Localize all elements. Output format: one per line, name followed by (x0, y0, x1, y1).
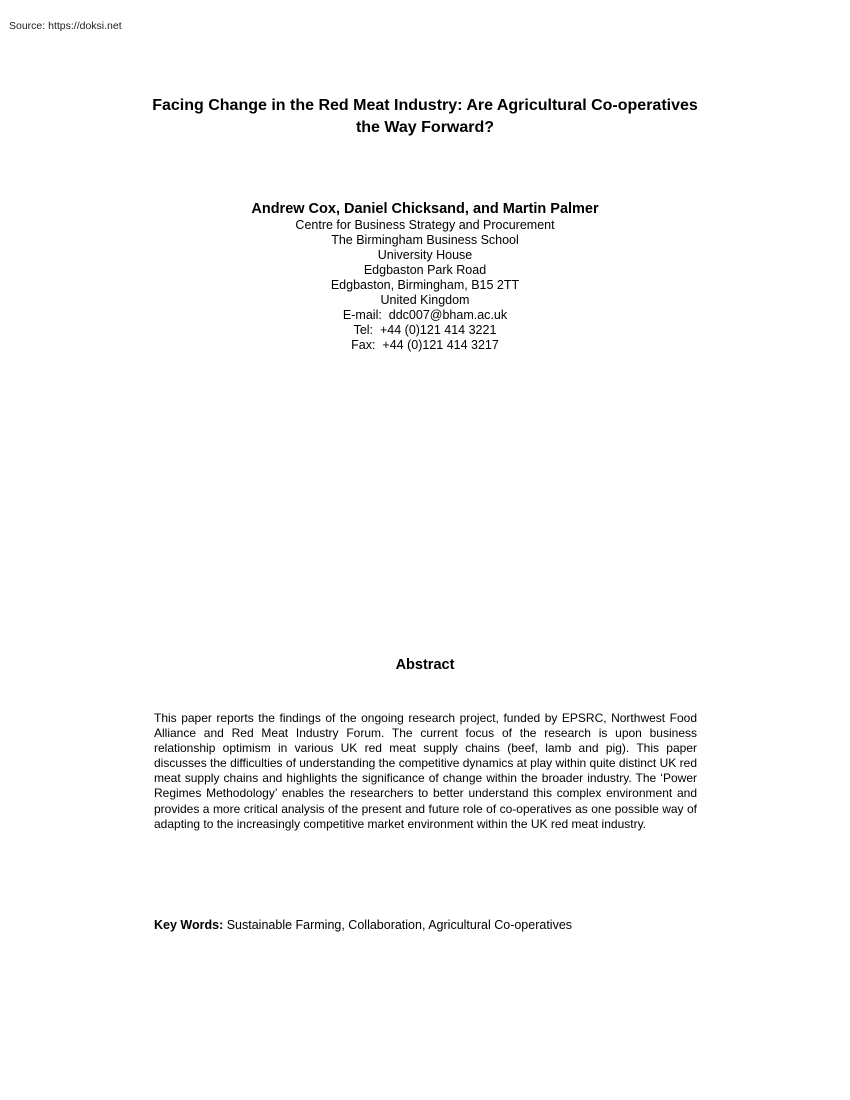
affiliation-line: University House (377, 248, 473, 262)
abstract-heading: Abstract (395, 657, 455, 673)
paper-title: Facing Change in the Red Meat Industry: Are Agricultural Co-operatives the Way Forward? (152, 97, 698, 136)
affiliation-line: Centre for Business Strategy and Procurement (295, 218, 555, 232)
keywords-label: Key Words: (154, 918, 224, 932)
affiliation-line: Edgbaston Park Road (363, 263, 487, 277)
affiliation-block (0, 218, 850, 353)
source-note: Source: https://doksi.net (9, 20, 122, 32)
tel-line: Tel: +44 (0)121 414 3221 (353, 323, 497, 337)
keywords (154, 918, 714, 933)
affiliation-line: United Kingdom (380, 293, 470, 307)
affiliation-line: The Birmingham Business School (331, 233, 519, 247)
affiliation-line: Edgbaston, Birmingham, B15 2TT (330, 278, 520, 292)
email-line: E-mail: ddc007@bham.ac.uk (342, 308, 508, 322)
paper-authors: Andrew Cox, Daniel Chicksand, and Martin Palmer (251, 201, 599, 217)
fax-line: Fax: +44 (0)121 414 3217 (351, 338, 499, 352)
abstract-text: This paper reports the findings of the ongoing research project, funded by EPSRC, Northwest Food Alliance and Red Meat Industry Forum. The current focus of the research is upon business relationship optimism in various UK red meat supply chains (beef, lamb and pig). This paper discusses the difficulties of understanding the competitive dynamics at play within quite distinct UK red meat supply chains and highlights the significance of change within the broader industry. The ‘Power Regimes Methodology’ enables the researchers to better understand this complex environment and provides a more critical analysis of the present and future role of co-operatives as one possible way of adapting to the increasingly competitive market environment within the UK red meat industry. (154, 711, 697, 831)
keywords-text: Sustainable Farming, Collaboration, Agricultural Co-operatives (226, 918, 573, 932)
